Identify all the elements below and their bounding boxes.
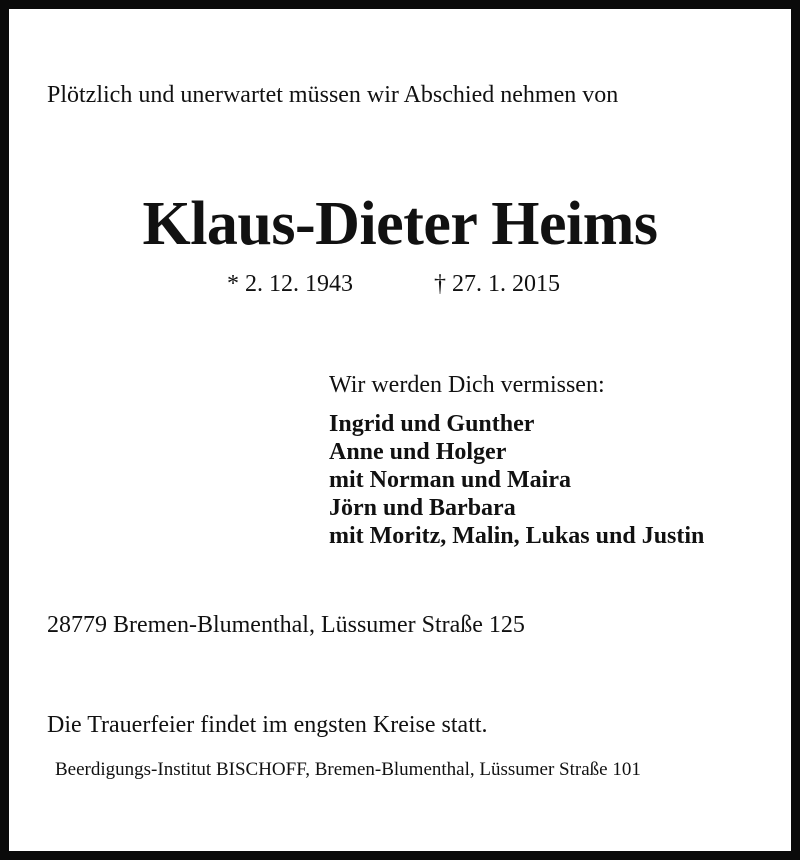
birth-date: * 2. 12. 1943 xyxy=(227,271,353,297)
mourners-list xyxy=(329,410,704,550)
mourner-line: mit Norman und Maira xyxy=(329,467,571,493)
deceased-name: Klaus-Dieter Heims xyxy=(142,190,658,258)
family-address: 28779 Bremen-Blumenthal, Lüssumer Straße 125 xyxy=(47,612,525,638)
miss-line: Wir werden Dich vermissen: xyxy=(329,372,605,398)
mourner-line: mit Moritz, Malin, Lukas und Justin xyxy=(329,523,705,549)
mourner-line: Anne und Holger xyxy=(329,439,507,465)
undertaker-line: Beerdigungs-Institut BISCHOFF, Bremen-Blumenthal, Lüssumer Straße 101 xyxy=(55,759,641,780)
ceremony-note: Die Trauerfeier findet im engsten Kreise statt. xyxy=(47,712,488,738)
death-date: † 27. 1. 2015 xyxy=(434,271,560,297)
mourner-line: Ingrid und Gunther xyxy=(329,411,535,437)
intro-text: Plötzlich und unerwartet müssen wir Abschied nehmen von xyxy=(47,82,619,108)
mourner-line: Jörn und Barbara xyxy=(329,495,516,521)
